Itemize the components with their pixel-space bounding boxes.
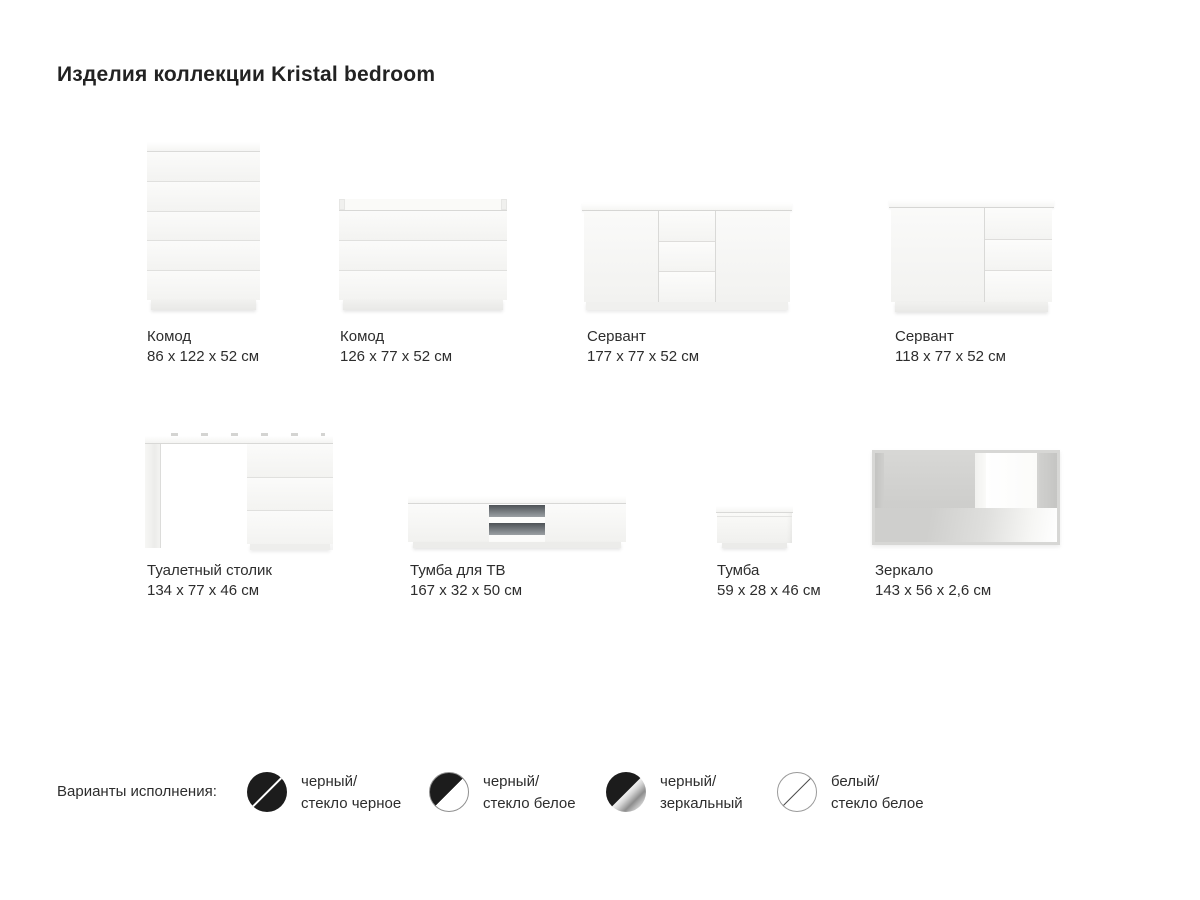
product-dimensions: 143 x 56 x 2,6 см (875, 582, 992, 599)
cabinet-door (891, 208, 984, 302)
shelf-opening (489, 523, 546, 535)
variant-label-line2: стекло черное (301, 795, 402, 812)
drawer (717, 513, 792, 543)
product-name: Туалетный столик (147, 562, 272, 579)
variant-swatch-black-mirror-icon (606, 772, 646, 812)
product-dimensions: 134 x 77 x 46 см (147, 582, 260, 599)
drawer-stack (658, 211, 716, 302)
cabinet-top (147, 142, 260, 152)
product-dimensions: 167 x 32 x 50 см (410, 582, 523, 599)
drawer (147, 270, 260, 300)
plinth (722, 543, 787, 548)
drawer (147, 152, 260, 181)
cabinet-body (408, 504, 626, 542)
product-image-servant-large (584, 203, 790, 310)
product-image-mirror (872, 450, 1060, 545)
product-image-dressing-table (145, 436, 333, 550)
variant-swatch-black-white-glass-icon (429, 772, 469, 812)
shelf-opening (489, 505, 546, 517)
drawer-stack (339, 211, 507, 300)
product-name: Тумба для ТВ (410, 562, 506, 579)
product-dimensions: 59 x 28 x 46 см (717, 582, 821, 599)
drawer (247, 510, 333, 544)
table-leg-panel (145, 444, 161, 548)
product-dimensions: 86 x 122 x 52 см (147, 348, 260, 365)
product-dimensions: 177 x 77 x 52 см (587, 348, 700, 365)
product-label (340, 328, 452, 366)
variant-swatch-black-black-glass-icon (247, 772, 287, 812)
variant-label-line1: черный/ (301, 773, 358, 790)
drawer (339, 240, 507, 270)
cabinet-top (582, 203, 792, 211)
product-label (587, 328, 699, 366)
product-label (147, 328, 259, 366)
product-image-komod-wide (339, 199, 507, 310)
variant-label-line2: стекло белое (483, 795, 576, 812)
plinth (413, 542, 621, 548)
plinth (586, 302, 788, 310)
cabinet-door (584, 211, 658, 302)
product-label (410, 562, 522, 600)
cabinet-top (408, 496, 626, 504)
variant-label (301, 771, 401, 815)
product-name: Зеркало (875, 562, 934, 579)
drawer (339, 270, 507, 300)
product-name: Сервант (587, 328, 646, 345)
cabinet-top (716, 506, 793, 513)
plinth (151, 300, 256, 310)
reflection-pillar (975, 453, 986, 515)
drawer (985, 208, 1052, 239)
variant-label-line1: черный/ (660, 773, 717, 790)
cabinet-top-rail (339, 199, 507, 211)
product-label (875, 562, 991, 600)
product-dimensions: 126 x 77 x 52 см (340, 348, 453, 365)
product-name: Тумба (717, 562, 760, 579)
plinth (343, 300, 503, 310)
product-name: Сервант (895, 328, 954, 345)
mirror-glass (875, 453, 1057, 542)
drawer (408, 504, 489, 542)
variants-legend-label: Варианты исполнения: (57, 783, 217, 800)
variant-label-line1: белый/ (831, 773, 880, 790)
variant-label (831, 771, 924, 815)
drawer (985, 239, 1052, 271)
drawer (659, 211, 715, 241)
open-shelf-section (489, 504, 546, 542)
product-dimensions: 118 x 77 x 52 см (895, 348, 1006, 365)
product-image-tv-stand (408, 496, 626, 548)
plinth (895, 302, 1048, 312)
drawer (985, 270, 1052, 302)
variant-label-line2: стекло белое (831, 795, 924, 812)
plinth (250, 544, 330, 550)
variant-swatch-white-white-glass-icon (777, 772, 817, 812)
drawer (247, 477, 333, 511)
drawer-stack (147, 152, 260, 300)
cabinet-body (891, 208, 1052, 302)
drawer (545, 504, 626, 542)
variant-label-line2: зеркальный (660, 795, 743, 812)
drawer (339, 211, 507, 240)
drawer (147, 240, 260, 270)
drawer (247, 444, 333, 477)
drawer-cabinet (247, 444, 333, 550)
product-image-komod-tall (147, 142, 260, 310)
product-label (147, 562, 272, 600)
drawer (147, 211, 260, 241)
product-name: Комод (340, 328, 385, 345)
reflection-floor (875, 508, 1057, 542)
page-title: Изделия коллекции Kristal bedroom (57, 63, 436, 87)
variant-label (483, 771, 576, 815)
shelf-bottom (489, 535, 546, 542)
drawer (147, 181, 260, 211)
product-image-nightstand (717, 506, 792, 548)
reflection-back-wall (884, 453, 975, 510)
drawer-stack (984, 208, 1052, 302)
product-image-servant-small (891, 200, 1052, 312)
table-top (145, 436, 333, 444)
product-label (895, 328, 1006, 366)
cabinet-door (716, 211, 790, 302)
variant-label (660, 771, 743, 815)
variant-label-line1: черный/ (483, 773, 540, 790)
drawer (659, 271, 715, 302)
cabinet-top (889, 200, 1054, 208)
drawer (659, 241, 715, 272)
cabinet-body (584, 211, 790, 302)
product-label (717, 562, 821, 600)
product-name: Комод (147, 328, 192, 345)
